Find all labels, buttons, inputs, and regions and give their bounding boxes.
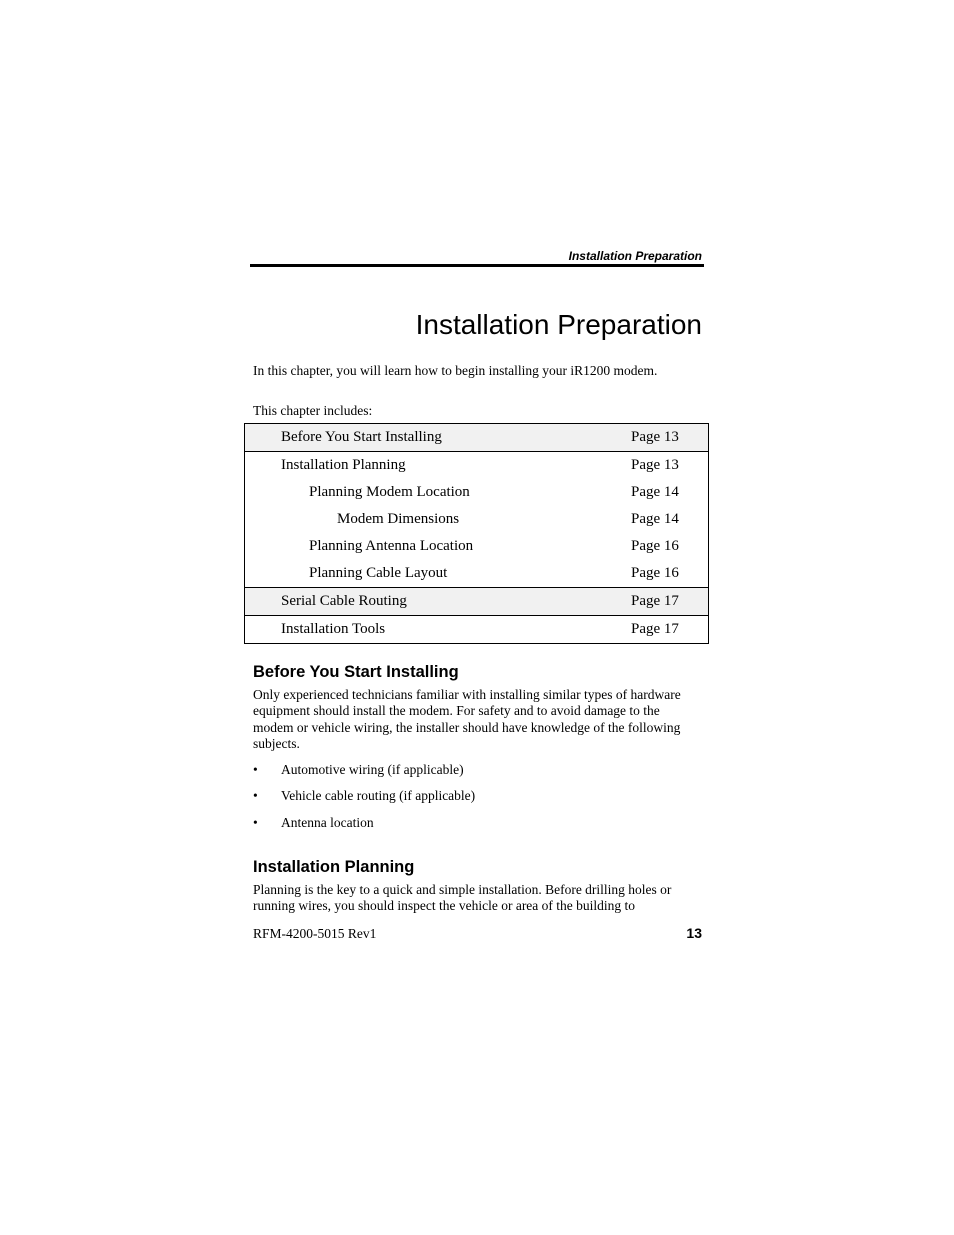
toc-entry-label[interactable]: Modem Dimensions <box>337 511 460 527</box>
running-header: Installation Preparation <box>568 249 702 263</box>
toc-row[interactable] <box>245 588 708 615</box>
toc-entry-page: Page 13 <box>631 457 679 473</box>
toc-entry-label[interactable]: Before You Start Installing <box>281 429 442 445</box>
bullet-icon: • <box>253 788 258 803</box>
toc-entry-label[interactable]: Planning Cable Layout <box>309 565 448 581</box>
bullet-text: Vehicle cable routing (if applicable) <box>281 788 476 803</box>
paragraph-line: Only experienced technicians familiar with installing similar types of hardware <box>253 687 681 702</box>
section-heading-installation-planning: Installation Planning <box>253 858 415 876</box>
intro-text: In this chapter, you will learn how to begin installing your iR1200 modem. <box>253 363 658 378</box>
section-paragraph <box>253 882 705 915</box>
toc-row[interactable] <box>245 560 708 587</box>
toc-row[interactable] <box>245 452 708 479</box>
paragraph-line: subjects. <box>253 735 300 751</box>
toc-group <box>245 588 708 616</box>
footer-page-number: 13 <box>686 925 702 941</box>
toc-row[interactable] <box>245 506 708 533</box>
toc-entry-page: Page 16 <box>631 538 679 554</box>
toc-entry-page: Page 17 <box>631 593 679 609</box>
toc-entry-page: Page 14 <box>631 484 679 500</box>
toc-entry-label[interactable]: Serial Cable Routing <box>281 593 407 609</box>
section-paragraph <box>253 687 705 752</box>
toc-entry-label[interactable]: Planning Modem Location <box>309 484 470 500</box>
toc-entry-page: Page 14 <box>631 511 679 527</box>
includes-label: This chapter includes: <box>253 403 373 418</box>
toc-group <box>245 424 708 452</box>
toc-row[interactable] <box>245 616 708 643</box>
toc-row[interactable] <box>245 424 708 451</box>
section-heading-before-you-start: Before You Start Installing <box>253 663 459 681</box>
bullet-text: Automotive wiring (if applicable) <box>281 762 464 777</box>
toc-row[interactable] <box>245 479 708 506</box>
toc-entry-page: Page 16 <box>631 565 679 581</box>
toc-entry-page: Page 17 <box>631 621 679 637</box>
toc-entry-page: Page 13 <box>631 429 679 445</box>
toc-entry-label[interactable]: Installation Planning <box>281 457 406 473</box>
paragraph-line: Planning is the key to a quick and simple installation. Before drilling holes or <box>253 882 672 897</box>
paragraph-line: modem or vehicle wiring, the installer should have knowledge of the following <box>253 719 681 735</box>
chapter-contents-table <box>244 423 709 644</box>
toc-row[interactable] <box>245 533 708 560</box>
toc-group <box>245 616 708 643</box>
toc-entry-label[interactable]: Planning Antenna Location <box>309 538 474 554</box>
toc-group <box>245 452 708 588</box>
paragraph-line: running wires, you should inspect the vehicle or area of the building to <box>253 898 636 914</box>
bullet-text: Antenna location <box>281 815 374 830</box>
bullet-icon: • <box>253 815 258 830</box>
paragraph-line: equipment should install the modem. For safety and to avoid damage to the <box>253 703 660 719</box>
header-rule <box>250 264 704 267</box>
toc-entry-label[interactable]: Installation Tools <box>281 621 386 637</box>
bullet-icon: • <box>253 762 258 777</box>
footer-doc-number: RFM-4200-5015 Rev1 <box>253 926 377 941</box>
chapter-title: Installation Preparation <box>415 309 702 340</box>
